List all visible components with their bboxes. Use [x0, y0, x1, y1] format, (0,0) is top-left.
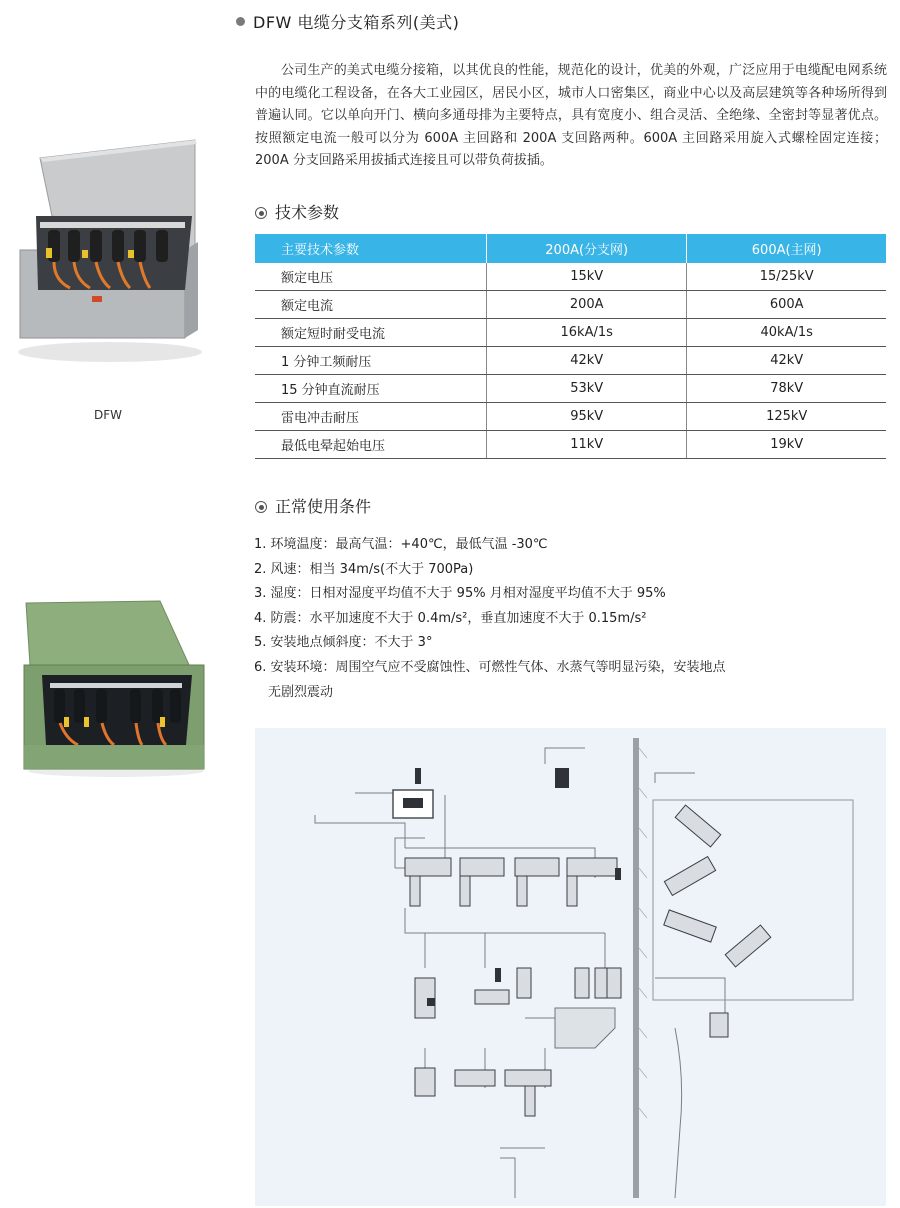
table-row: [255, 319, 886, 347]
table-cell: 11kV: [487, 431, 687, 459]
tech-heading-text: 技术参数: [275, 203, 340, 222]
table-cell: 19kV: [687, 431, 886, 459]
table-row: [255, 263, 886, 291]
table-header-cell: 600A(主网): [687, 234, 886, 263]
table-cell: 600A: [687, 291, 886, 319]
table-row: [255, 403, 886, 431]
list-item: [254, 656, 854, 705]
table-row: [255, 375, 886, 403]
page-title-text: DFW 电缆分支箱系列(美式): [253, 13, 460, 32]
photo-caption: DFW: [94, 408, 123, 422]
table-cell: 额定短时耐受电流: [255, 319, 487, 347]
table-cell: 最低电晕起始电压: [255, 431, 487, 459]
table-cell: 15kV: [487, 263, 687, 291]
list-item: 3. 湿度：日相对湿度平均值不大于 95% 月相对湿度平均值不大于 95%: [254, 586, 666, 602]
table-cell: 42kV: [487, 347, 687, 375]
table-cell: 42kV: [687, 347, 886, 375]
table-header-cell: 200A(分支网): [487, 234, 687, 263]
tech-heading: [255, 200, 339, 223]
table-cell: 78kV: [687, 375, 886, 403]
table-cell: 200A: [487, 291, 687, 319]
conditions-heading: [255, 494, 371, 517]
cable-branch-schematic-diagram: [255, 728, 886, 1206]
table-header-cell: 主要技术参数: [255, 234, 487, 263]
list-item: 5. 安装地点倾斜度：不大于 3°: [254, 635, 433, 651]
list-item: 1. 环境温度：最高气温：+40℃，最低气温 -30℃: [254, 537, 548, 552]
conditions-heading-text: 正常使用条件: [275, 497, 372, 516]
list-item-continuation: 无剧烈震动: [268, 684, 334, 700]
table-cell: 1 分钟工频耐压: [255, 347, 487, 375]
list-item-text: 6. 安装环境：周围空气应不受腐蚀性、可燃性气体、水蒸气等明显污染，安装地点: [254, 659, 726, 675]
table-row: [255, 431, 886, 459]
title-bullet-icon: [236, 17, 245, 26]
table-cell: 雷电冲击耐压: [255, 403, 487, 431]
table-header-row: [255, 234, 886, 263]
table-cell: 15/25kV: [687, 263, 886, 291]
circle-bullet-icon: [255, 501, 267, 513]
intro-paragraph: 公司生产的美式电缆分接箱，以其优良的性能，规范化的设计，优美的外观，广泛应用于电缆配电网系统中的电缆化工程设备，在各大工业园区，居民小区，城市人口密集区，商业中心以及高层建筑等各种场所得到普遍认同。它以单向开门、横向多通母排为主要特点，具有宽度小、组合灵活、全绝缘、全密封等显著优点。按照额定电流一般可以分为 600A 主回路和 200A 支回路两种。600A 主回路采用旋入式螺栓固定连接；200A 分支回路采用拔插式连接且可以带负荷拔插。: [255, 63, 887, 169]
table-cell: 15 分钟直流耐压: [255, 375, 487, 403]
list-item: 4. 防震：水平加速度不大于 0.4m/s²，垂直加速度不大于 0.15m/s²: [254, 610, 647, 626]
table-cell: 125kV: [687, 403, 886, 431]
table-cell: 53kV: [487, 375, 687, 403]
table-cell: 95kV: [487, 403, 687, 431]
table-row: [255, 347, 886, 375]
grey-cable-box-photo: [10, 130, 210, 370]
circle-bullet-icon: [255, 207, 267, 219]
list-item: 2. 风速：相当 34m/s(不大于 700Pa): [254, 561, 474, 577]
conditions-list: [254, 533, 854, 705]
table-cell: 额定电压: [255, 263, 487, 291]
table-cell: 40kA/1s: [687, 319, 886, 347]
tech-params-table: [255, 234, 886, 459]
table-cell: 16kA/1s: [487, 319, 687, 347]
green-cable-box-photo: [20, 595, 212, 780]
table-cell: 额定电流: [255, 291, 487, 319]
page-title: [236, 10, 459, 33]
table-row: [255, 291, 886, 319]
